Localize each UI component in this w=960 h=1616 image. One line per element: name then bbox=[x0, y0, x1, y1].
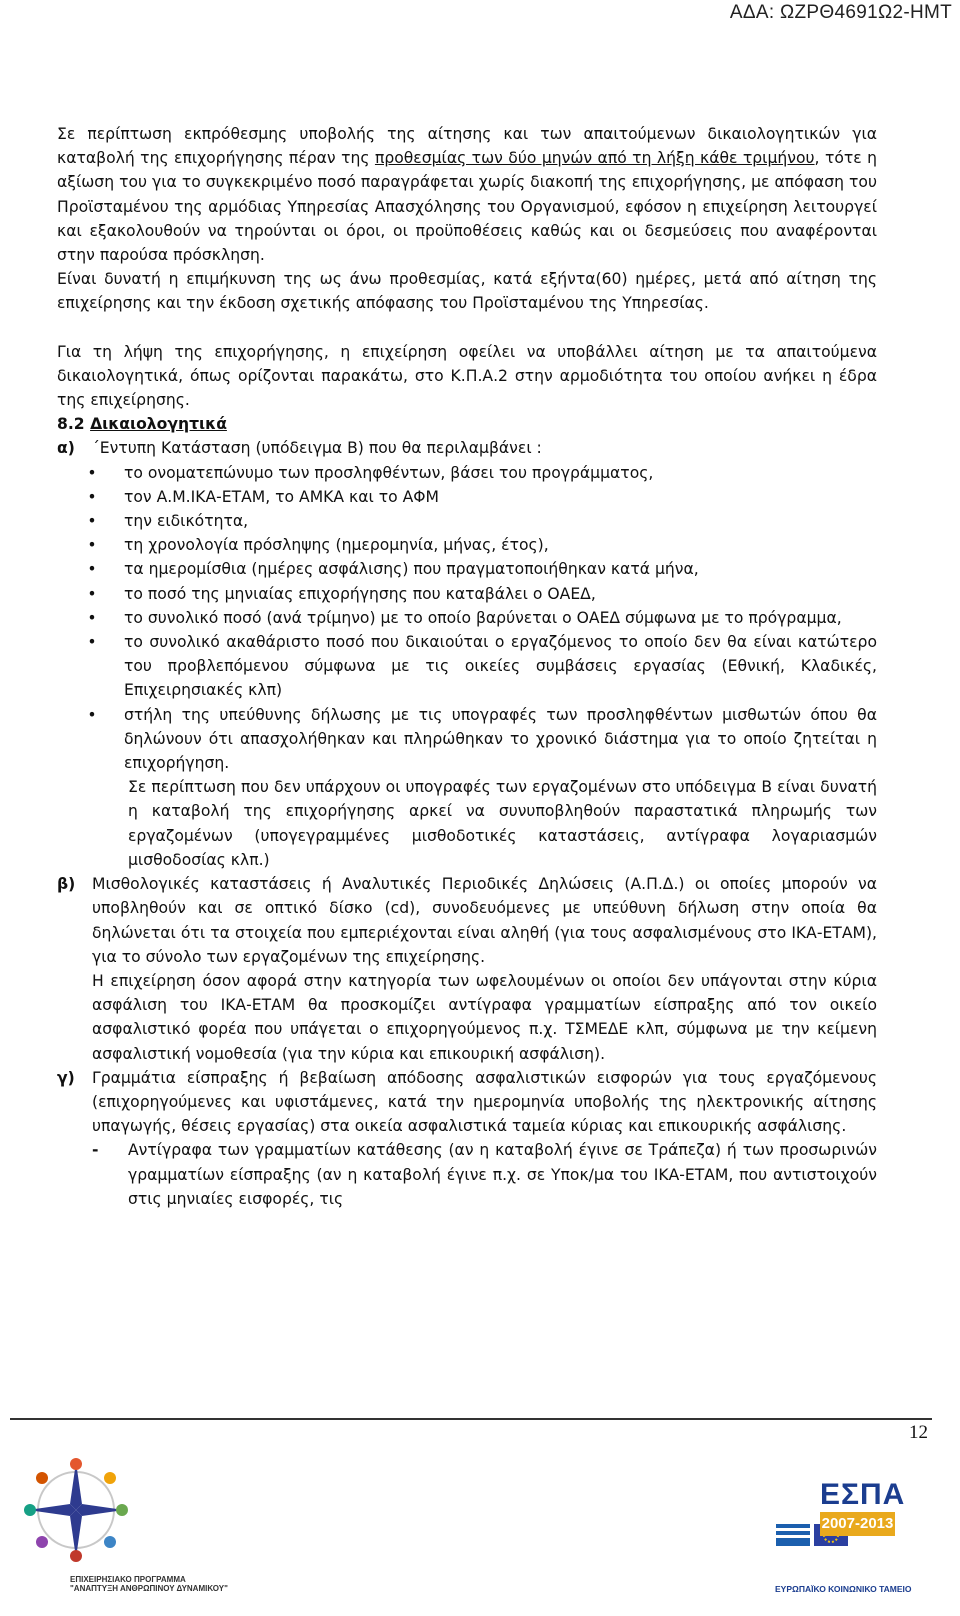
paragraph-late-submission bbox=[57, 122, 877, 267]
item-c bbox=[57, 1066, 877, 1139]
list-item-text: το ποσό της μηνιαίας επιχορήγησης που καταβάλει ο ΟΑΕΔ, bbox=[124, 584, 596, 603]
footer-divider bbox=[10, 1418, 932, 1420]
bullet-icon: • bbox=[87, 560, 97, 579]
list-item bbox=[57, 461, 877, 485]
list-item bbox=[57, 582, 877, 606]
list-item bbox=[57, 606, 877, 630]
esf-caption: ΕΥΡΩΠΑΪΚΟ ΚΟΙΝΩΝΙΚΟ ΤΑΜΕΙΟ bbox=[775, 1584, 912, 1594]
note-signatures: Σε περίπτωση που δεν υπάρχουν οι υπογραφές των εργαζομένων στο υπόδειγμα Β είναι δυνατή η καταβολή της επιχορήγησης αρκεί να συνυποβληθούν παραστατικά πληρωμής των εργαζομένων (υπογεγραμμένες μισθοδοτικές καταστάσεις, αντίγραφα λογαριασμών μισθοδοσίας κλπ.) bbox=[128, 778, 877, 869]
page-number: 12 bbox=[909, 1422, 928, 1443]
caption-line: "ΑΝΑΠΤΥΞΗ ΑΝΘΡΩΠΙΝΟΥ ΔΥΝΑΜΙΚΟΥ" bbox=[70, 1584, 228, 1593]
dash-item bbox=[57, 1138, 877, 1211]
list-item bbox=[57, 557, 877, 581]
list-item bbox=[57, 509, 877, 533]
espa-years: 2007-2013 bbox=[820, 1512, 895, 1536]
list-item-text: το συνολικό ακαθάριστο ποσό που δικαιούται ο εργαζόμενος το οποίο δεν θα είναι κατώτερο του προβλεπόμενου σύμφωνα με τις οικείες συμβάσεις εργασίας (Εθνική, Κλαδικές, Επιχειρησιακές κλπ) bbox=[124, 633, 877, 700]
bullet-icon: • bbox=[87, 536, 97, 555]
list-item-text: τη χρονολογία πρόσληψης (ημερομηνία, μήνας, έτος), bbox=[124, 536, 549, 555]
paragraph-text: , τότε η αξίωση του για το συγκεκριμένο ποσό παραγράφεται χωρίς διακοπή της επιχορήγησης, με απόφαση του Προϊσταμένου της αρμόδιας Υπηρεσίας Απασχόλησης του Οργανισμού, εφόσον η επιχείρηση λειτουργεί και εξακολουθούν να τηρούνται οι όροι, οι προϋποθέσεις καθώς και οι δεσμεύσεις που αναφέρονται στην παρούσα πρόσκληση. bbox=[57, 149, 878, 265]
bullet-icon: • bbox=[87, 633, 97, 652]
list-item bbox=[57, 533, 877, 557]
list-item-text: την ειδικότητα, bbox=[124, 512, 249, 531]
operational-programme-caption bbox=[70, 1575, 228, 1593]
bullet-icon: • bbox=[87, 608, 97, 627]
item-text: ΄Εντυπη Κατάσταση (υπόδειγμα Β) που θα περιλαμβάνει : bbox=[92, 439, 542, 458]
section-number: 8.2 bbox=[57, 415, 91, 434]
paragraph-text: Σε περίπτωση εκπρόθεσμης υποβολής της αίτησης και των απαιτούμενων δικαιολογητικών για καταβολή της επιχορήγησης πέραν της bbox=[57, 125, 877, 168]
item-label: β) bbox=[57, 875, 76, 894]
item-b bbox=[57, 872, 877, 1066]
section-heading bbox=[57, 412, 877, 436]
dash-icon: - bbox=[92, 1141, 99, 1160]
list-item-text: τον Α.Μ.ΙΚΑ-ΕΤΑΜ, το ΑΜΚΑ και το ΑΦΜ bbox=[124, 487, 440, 506]
list-item-text: τα ημερομίσθια (ημέρες ασφάλισης) που πραγματοποιήθηκαν κατά μήνα, bbox=[124, 560, 699, 579]
paragraph-application: Για τη λήψη της επιχορήγησης, η επιχείρηση οφείλει να υποβάλλει αίτηση με τα απαιτούμενα δικαιολογητικά, όπως ορίζονται παρακάτω, στο Κ.Π.Α.2 στην αρμοδιότητα του οποίου ανήκει η έδρα της επιχείρησης. bbox=[57, 342, 877, 410]
section-title: Δικαιολογητικά bbox=[90, 415, 227, 434]
bullet-icon: • bbox=[87, 705, 97, 724]
list-item-text: στήλη της υπεύθυνης δήλωσης με τις υπογραφές των προσληφθέντων μισθωτών όπου θα δηλώνουν ότι απασχολήθηκαν και πληρώθηκαν το χρονικό διάστημα για το οποίο ζητείται η επιχορήγηση. bbox=[124, 705, 877, 773]
dash-item-text: Αντίγραφα των γραμματίων κατάθεσης (αν η καταβολή έγινε σε Τράπεζα) ή των προσωρινών γραμματίων είσπραξης (αν η καταβολή έγινε π.χ. σε Υποκ/μα του ΙΚΑ-ΕΤΑΜ, που αντιστοιχούν στις μηνιαίες εισφορές, τις bbox=[128, 1141, 877, 1208]
underlined-deadline: προθεσμίας των δύο μηνών από τη λήξη κάθε τριμήνου bbox=[374, 149, 815, 168]
bullet-icon: • bbox=[87, 487, 97, 506]
caption-line: ΕΠΙΧΕΙΡΗΣΙΑΚΟ ΠΡΟΓΡΑΜΜΑ bbox=[70, 1575, 186, 1584]
bullet-icon: • bbox=[87, 512, 97, 531]
item-text: Η επιχείρηση όσον αφορά στην κατηγορία των ωφελουμένων οι οποίοι δεν υπάγονται στην κύρια ασφάλιση του ΙΚΑ-ΕΤΑΜ θα προσκομίζει αντίγραφα γραμματίων είσπραξης από τον οικείο ασφαλιστικό φορέα που υπάγεται ο επιχορηγούμενος π.χ. ΤΣΜΕΔΕ κλπ, σύμφωνα με την κείμενη ασφαλιστική νομοθεσία (για την κύρια και επικουρική ασφάλιση). bbox=[92, 971, 877, 1063]
item-text: Μισθολογικές καταστάσεις ή Αναλυτικές Περιοδικές Δηλώσεις (Α.Π.Δ.) οι οποίες μπορούν να υποβληθούν και σε οπτικό δίσκο (cd), συνοδευόμενες με υπεύθυνη δήλωση στην οποία θα δηλώνεται ότι τα στοιχεία που εμπεριέχονται είναι αληθή (για τους ασφαλισμένους στο ΙΚΑ-ΕΤΑΜ), για το σύνολο των εργαζομένων της επιχείρησης. bbox=[92, 875, 877, 966]
bullet-icon: • bbox=[87, 463, 97, 482]
list-item-text: το συνολικό ποσό (ανά τρίμηνο) με το οποίο βαρύνεται ο ΟΑΕΔ σύμφωνα με το πρόγραμμα, bbox=[124, 608, 842, 627]
item-a bbox=[57, 436, 877, 460]
espa-title: ΕΣΠΑ bbox=[820, 1478, 906, 1511]
item-label: α) bbox=[57, 439, 75, 458]
document-body bbox=[57, 122, 877, 1211]
bullet-list bbox=[57, 461, 877, 776]
list-item bbox=[57, 485, 877, 509]
list-item bbox=[57, 630, 877, 703]
ada-code: ΑΔΑ: ΩΖΡΘ4691Ω2-ΗΜΤ bbox=[729, 2, 952, 23]
bullet-icon: • bbox=[87, 584, 97, 603]
list-item bbox=[57, 703, 877, 776]
item-text: Γραμμάτια είσπραξης ή βεβαίωση απόδοσης ασφαλιστικών εισφορών για τους εργαζόμενους (επιχορηγούμενες και υφιστάμενες, κατά την ημερομηνία υποβολής της ηλεκτρονικής αίτησης υπαγωγής, θέσεις εργασίας) στα οικεία ασφαλιστικά ταμεία κύριας και επικουρικής ασφάλισης. bbox=[92, 1068, 877, 1136]
list-item-text: το ονοματεπώνυμο των προσληφθέντων, βάσει του προγράμματος, bbox=[124, 463, 654, 482]
item-label: γ) bbox=[57, 1068, 75, 1087]
paragraph-extension: Είναι δυνατή η επιμήκυνση της ως άνω προθεσμίας, κατά εξήντα(60) ημέρες, μετά από αίτηση της επιχείρησης και την έκδοση σχετικής απόφασης του Προϊσταμένου της Υπηρεσίας. bbox=[57, 270, 877, 313]
